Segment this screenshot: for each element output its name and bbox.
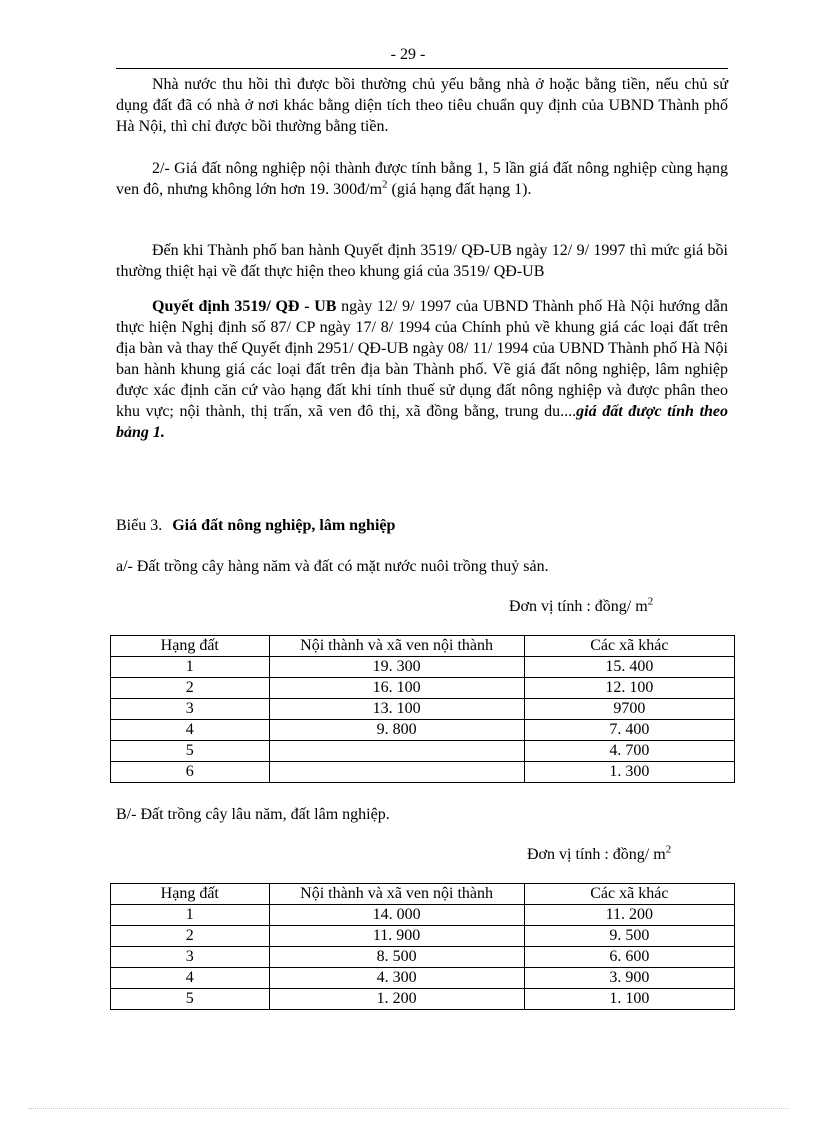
table-cell: 9. 500 xyxy=(524,926,734,947)
decision-title: Quyết định 3519/ QĐ - UB xyxy=(152,298,337,315)
table-cell: 4. 300 xyxy=(269,968,524,989)
header-cell: Các xã khác xyxy=(524,636,734,657)
section-title: Giá đất nông nghiệp, lâm nghiệp xyxy=(172,517,396,534)
table-cell: 2 xyxy=(111,926,270,947)
table-cell: 2 xyxy=(111,678,270,699)
table-header-row xyxy=(111,884,735,905)
table-header-row xyxy=(111,636,735,657)
table-cell: 1 xyxy=(111,905,270,926)
table-cell xyxy=(269,741,524,762)
table-cell: 7. 400 xyxy=(524,720,734,741)
table-cell: 6. 600 xyxy=(524,947,734,968)
table-b-unit xyxy=(527,843,672,864)
emphasis-text: giá đất được tính theo bảng 1. xyxy=(116,403,729,441)
header-cell: Nội thành và xã ven nội thành xyxy=(269,636,524,657)
table-row xyxy=(111,699,735,720)
table-cell: 1 xyxy=(111,657,270,678)
table-a-caption: a/- Đất trồng cây hàng năm và đất có mặt nước nuôi trồng thuỷ sản. xyxy=(116,558,549,575)
superscript: 2 xyxy=(665,843,672,856)
table-cell: 16. 100 xyxy=(269,678,524,699)
page-bottom-border xyxy=(28,1108,788,1109)
table-cell: 3 xyxy=(111,699,270,720)
table-row xyxy=(111,926,735,947)
table-row xyxy=(111,947,735,968)
table-row xyxy=(111,905,735,926)
table-a xyxy=(110,635,735,783)
table-row xyxy=(111,762,735,783)
table-cell xyxy=(269,762,524,783)
header-cell: Các xã khác xyxy=(524,884,734,905)
table-cell: 9700 xyxy=(524,699,734,720)
superscript: 2 xyxy=(647,595,654,608)
header-rule xyxy=(116,68,728,69)
unit-text: Đơn vị tính : đồng/ m xyxy=(509,598,648,615)
table-cell: 4. 700 xyxy=(524,741,734,762)
table-cell: 6 xyxy=(111,762,270,783)
table-row xyxy=(111,657,735,678)
table-row xyxy=(111,741,735,762)
table-a-unit xyxy=(509,595,654,616)
header-cell: Nội thành và xã ven nội thành xyxy=(269,884,524,905)
table-cell: 19. 300 xyxy=(269,657,524,678)
table-cell: 3 xyxy=(111,947,270,968)
table-cell: 13. 100 xyxy=(269,699,524,720)
unit-text: Đơn vị tính : đồng/ m xyxy=(527,846,666,863)
table-cell: 9. 800 xyxy=(269,720,524,741)
header-cell: Hạng đất xyxy=(111,884,270,905)
table-cell: 15. 400 xyxy=(524,657,734,678)
table-cell: 14. 000 xyxy=(269,905,524,926)
table-row xyxy=(111,968,735,989)
page-number: - 29 - xyxy=(390,46,426,63)
table-cell: 8. 500 xyxy=(269,947,524,968)
table-cell: 5 xyxy=(111,989,270,1010)
table-cell: 4 xyxy=(111,968,270,989)
paragraph-text: (giá hạng đất hạng 1). xyxy=(387,181,532,198)
table-row xyxy=(111,989,735,1010)
table-cell: 5 xyxy=(111,741,270,762)
paragraph-text: ngày 12/ 9/ 1997 của UBND Thành phố Hà Nội hướng dẫn thực hiện Nghị định số 87/ CP ngày 17/ 8/ 1994 của Chính phủ về khung giá các loại đất trên địa bàn và thay thế Quyết định 2951/ QĐ-UB ngày 08/ 11/ 1994 của UBND Thành phố Hà Nội ban hành khung giá các loại đất trên địa bàn Thành phố. Về giá đất nông nghiệp, lâm nghiệp được xác định căn cứ vào hạng đất khi tính thuế sử dụng đất nông nghiệp và được phân theo khu vực; nội thành, thị trấn, xã ven đô thị, xã đồng bằng, trung du.... xyxy=(116,298,728,420)
table-b xyxy=(110,883,735,1010)
section-heading xyxy=(116,517,395,535)
paragraph-agri-price xyxy=(116,158,728,200)
table-cell: 11. 200 xyxy=(524,905,734,926)
paragraph-decision-issued xyxy=(116,240,728,282)
paragraph-text: Đến khi Thành phố ban hành Quyết định 3519/ QĐ-UB ngày 12/ 9/ 1997 thì mức giá bồi thường thiệt hại về đất thực hiện theo khung giá của 3519/ QĐ-UB xyxy=(116,242,728,280)
table-row xyxy=(111,720,735,741)
table-row xyxy=(111,678,735,699)
paragraph-decision-3519 xyxy=(116,296,728,443)
paragraph-compensation xyxy=(116,74,728,137)
paragraph-text: 2/- Giá đất nông nghiệp nội thành được tính bằng 1, 5 lần giá đất nông nghiệp cùng hạng ven đô, nhưng không lớn hơn 19. 300đ/m xyxy=(116,160,728,198)
header-cell: Hạng đất xyxy=(111,636,270,657)
table-cell: 1. 300 xyxy=(524,762,734,783)
section-label: Biểu 3. xyxy=(116,517,163,534)
table-cell: 12. 100 xyxy=(524,678,734,699)
table-cell: 1. 200 xyxy=(269,989,524,1010)
table-cell: 4 xyxy=(111,720,270,741)
paragraph-text: Nhà nước thu hồi thì được bồi thường chủ yếu bằng nhà ở hoặc bằng tiền, nếu chủ sử dụng đất đã có nhà ở nơi khác bằng diện tích theo tiêu chuẩn quy định của UBND Thành phố Hà Nội, thì chỉ được bồi thường bằng tiền. xyxy=(116,76,728,135)
table-cell: 1. 100 xyxy=(524,989,734,1010)
table-cell: 3. 900 xyxy=(524,968,734,989)
superscript: 2 xyxy=(382,178,388,191)
table-b-caption: B/- Đất trồng cây lâu năm, đất lâm nghiệp. xyxy=(116,806,390,823)
table-cell: 11. 900 xyxy=(269,926,524,947)
